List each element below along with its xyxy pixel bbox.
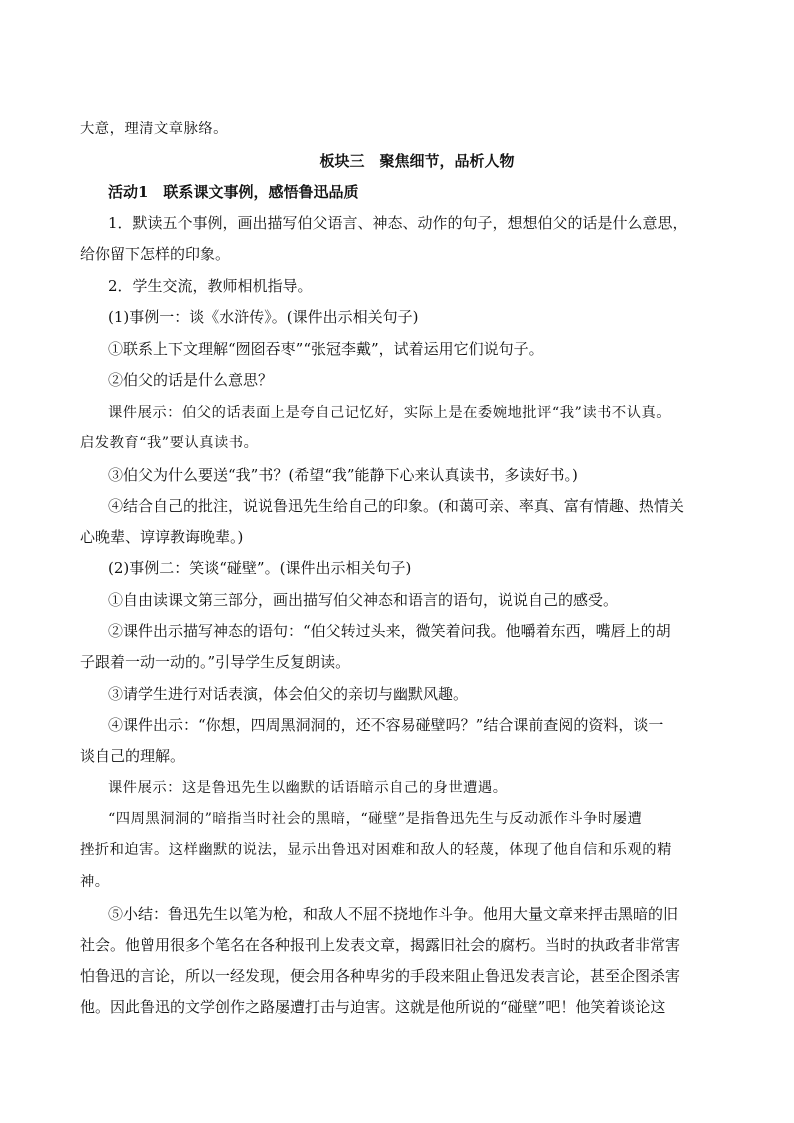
text-line: 子跟着一动一动的。”引导学生反复朗读。: [80, 653, 351, 671]
text-line: ④课件出示：“你想，四周黑洞洞的，还不容易碰壁吗？”结合课前查阅的资料，谈一: [108, 716, 664, 734]
text-line: 2．学生交流，教师相机指导。: [108, 277, 313, 295]
text-line: 谈自己的理解。: [80, 747, 186, 765]
text-line: 大意，理清文章脉络。: [80, 121, 228, 137]
text-line: ③伯父为什么要送“我”书？(希望“我”能静下心来认真读书，多读好书。): [108, 466, 578, 484]
text-line: ③请学生进行对话表演，体会伯父的亲切与幽默风趣。: [108, 685, 469, 703]
text-line: “四周黑洞洞的”暗指当时社会的黑暗，“碰壁”是指鲁迅先生与反动派作斗争时屡遭: [108, 811, 643, 827]
text-line: 启发教育“我”要认真读书。: [80, 435, 259, 451]
activity-heading: 活动1 联系课文事例，感悟鲁迅品质: [108, 183, 359, 201]
text-line: ④结合自己的批注，说说鲁迅先生给自己的印象。(和蔼可亲、率真、富有情趣、热情关: [108, 497, 684, 515]
text-line: ②伯父的话是什么意思？: [108, 371, 274, 389]
text-line: (1)事例一：谈《水浒传》。(课件出示相关句子): [108, 308, 419, 326]
text-line: 课件展示：这是鲁迅先生以幽默的话语暗示自己的身世遭遇。: [108, 780, 508, 796]
text-line: ①联系上下文理解“囫囵吞枣”“张冠李戴”，试着运用它们说句子。: [108, 340, 544, 358]
text-line: ⑤小结：鲁迅先生以笔为枪，和敌人不屈不挠地作斗争。他用大量文章来抨击黑暗的旧: [108, 905, 679, 923]
text-line: (2)事例二：笑谈“碰壁”。(课件出示相关句子): [108, 559, 412, 577]
text-line: 给你留下怎样的印象。: [80, 245, 231, 263]
text-line: ①自由读课文第三部分，画出描写伯父神态和语言的语句，说说自己的感受。: [108, 591, 619, 609]
text-line: 神。: [80, 874, 110, 890]
section-heading: 板块三 聚焦细节，品析人物: [319, 152, 515, 170]
text-line: 社会。他曾用很多个笔名在各种报刊上发表文章，揭露旧社会的腐朽。当时的执政者非常害: [80, 936, 681, 954]
text-line: 1．默读五个事例，画出描写伯父语言、神态、动作的句子，想想伯父的话是什么意思，: [108, 214, 688, 232]
text-line: 怕鲁迅的言论，所以一经发现，便会用各种卑劣的手段来阻止鲁迅发表言论，甚至企图杀害: [80, 967, 681, 985]
text-line: 他。因此鲁迅的文学创作之路屡遭打击与迫害。这就是他所说的“碰壁”吧！他笑着谈论这: [80, 998, 666, 1016]
text-line: ②课件出示描写神态的语句：“伯父转过头来，微笑着问我。他嚼着东西，嘴唇上的胡: [108, 622, 671, 640]
text-line: 心晚辈、谆谆教诲晚辈。): [80, 528, 244, 546]
text-line: 课件展示：伯父的话表面上是夸自己记忆好，实际上是在委婉地批评“我”读书不认真。: [108, 405, 672, 421]
text-line: 挫折和迫害。这样幽默的说法，显示出鲁迅对困难和敌人的轻蔑，体现了他自信和乐观的精: [80, 842, 672, 858]
